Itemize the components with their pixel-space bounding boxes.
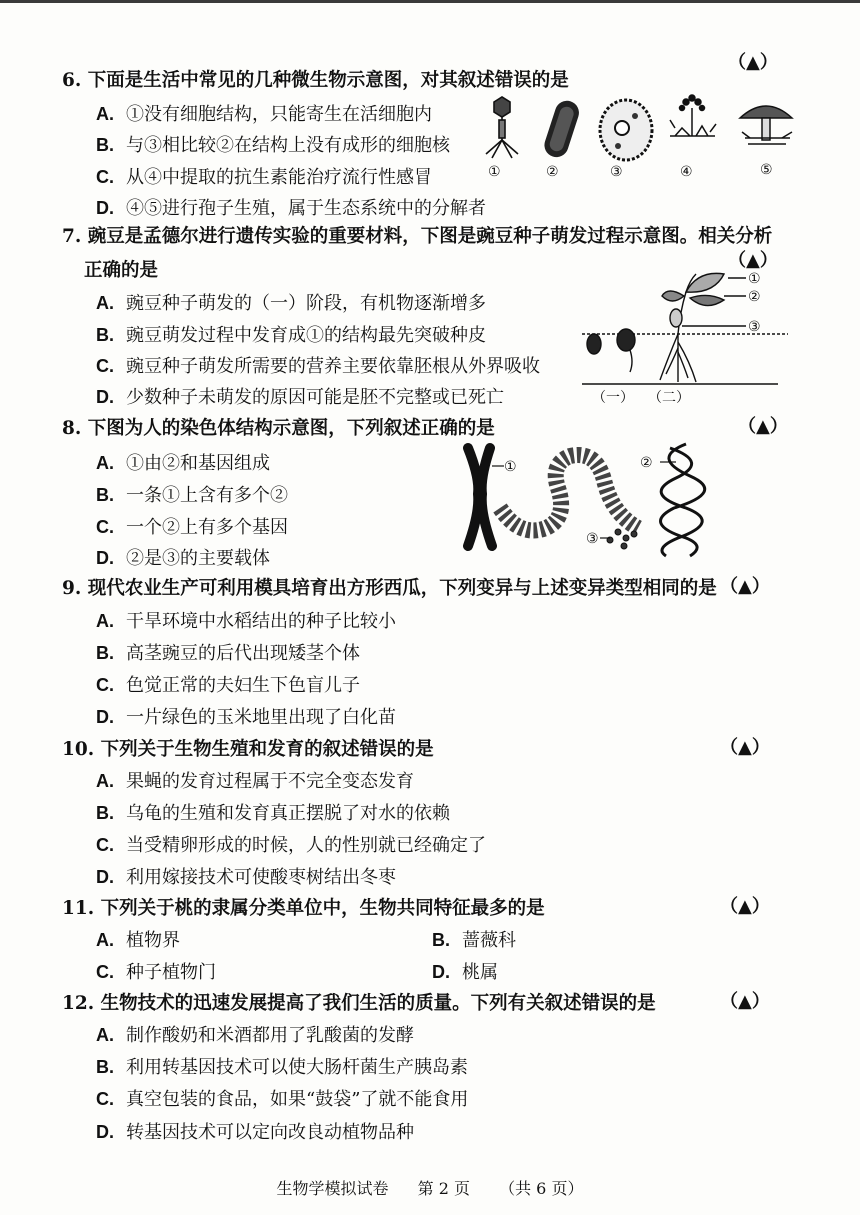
figure-label-3: ③ <box>586 531 599 547</box>
q8-option-b: B. 一条①上含有多个② <box>96 485 288 506</box>
q7-option-a: A. 豌豆种子萌发的（一）阶段，有机物逐渐增多 <box>96 293 486 314</box>
figure-label-3: ③ <box>610 164 623 180</box>
stage-label-2: （二） <box>648 390 690 406</box>
penicillium-illustration <box>670 95 716 136</box>
q7-option-b: B. 豌豆萌发过程中发育成①的结构最先突破种皮 <box>96 325 486 346</box>
q7-answer-marker: （▲） <box>728 250 778 271</box>
q6-option-d: D. ④⑤进行孢子生殖，属于生态系统中的分解者 <box>96 198 486 219</box>
q6-answer-marker: （▲） <box>728 52 778 73</box>
q11-stem: 11. 下列关于桃的隶属分类单位中，生物共同特征最多的是 <box>62 898 545 919</box>
figure-label-2: ② <box>748 289 761 305</box>
q12-option-c: C. 真空包装的食品，如果“鼓袋”了就不能食用 <box>96 1089 469 1110</box>
q10-stem: 10. 下列关于生物生殖和发育的叙述错误的是 <box>62 739 434 760</box>
footer-total-pages: （共 6 页） <box>499 1179 584 1198</box>
q7-stem: 7. 豌豆是孟德尔进行遗传实验的重要材料，下图是豌豆种子萌发过程示意图。相关分析 <box>62 226 773 247</box>
q10-option-c: C. 当受精卵形成的时候，人的性别就已经确定了 <box>96 835 486 856</box>
q11-option-b: B. 蔷薇科 <box>432 930 516 951</box>
q7-option-c: C. 豌豆种子萌发所需要的营养主要依靠胚根从外界吸收 <box>96 356 540 377</box>
figure-label-1: ① <box>748 271 761 287</box>
stage-label-1: （一） <box>592 390 634 406</box>
q8-option-d: D. ②是③的主要载体 <box>96 548 270 569</box>
q9-option-a: A. 干旱环境中水稻结出的种子比较小 <box>96 611 396 632</box>
q7-option-d: D. 少数种子未萌发的原因可能是胚不完整或已死亡 <box>96 387 504 408</box>
q8-option-c: C. 一个②上有多个基因 <box>96 517 288 538</box>
q6-stem: 6. 下面是生活中常见的几种微生物示意图，对其叙述错误的是 <box>62 70 569 91</box>
q11-option-c: C. 种子植物门 <box>96 962 216 983</box>
yeast-illustration <box>600 100 652 160</box>
q11-option-d: D. 桃属 <box>432 962 498 983</box>
q9-answer-marker: （▲） <box>720 576 770 597</box>
figure-label-2: ② <box>546 164 559 180</box>
q8-answer-marker: （▲） <box>738 416 788 437</box>
bacterium-illustration <box>541 98 582 161</box>
pea-germination-figure <box>578 262 798 412</box>
q6-option-b: B. 与③相比较②在结构上没有成形的细胞核 <box>96 135 450 156</box>
q10-option-b: B. 乌龟的生殖和发育真正摆脱了对水的依赖 <box>96 803 450 824</box>
q9-option-c: C. 色觉正常的夫妇生下色盲儿子 <box>96 675 360 696</box>
q12-answer-marker: （▲） <box>720 991 770 1012</box>
q9-option-b: B. 高茎豌豆的后代出现矮茎个体 <box>96 643 360 664</box>
figure-label-1: ① <box>488 164 501 180</box>
footer-page-number: 第 2 页 <box>417 1179 470 1198</box>
figure-label-1: ① <box>504 459 517 475</box>
figure-label-4: ④ <box>680 164 693 180</box>
chromosome-figure <box>450 428 740 560</box>
q10-option-a: A. 果蝇的发育过程属于不完全变态发育 <box>96 771 414 792</box>
q6-option-c: C. 从④中提取的抗生素能治疗流行性感冒 <box>96 167 432 188</box>
q11-option-a: A. 植物界 <box>96 930 180 951</box>
mushroom-illustration <box>740 106 792 144</box>
q6-option-a: A. ①没有细胞结构，只能寄生在活细胞内 <box>96 104 432 125</box>
q8-option-a: A. ①由②和基因组成 <box>96 453 270 474</box>
scan-top-edge <box>0 0 860 3</box>
q12-option-a: A. 制作酸奶和米酒都用了乳酸菌的发酵 <box>96 1025 414 1046</box>
figure-label-3: ③ <box>748 319 761 335</box>
q12-stem: 12. 生物技术的迅速发展提高了我们生活的质量。下列有关叙述错误的是 <box>62 993 656 1014</box>
page-footer <box>0 1176 860 1199</box>
microorganisms-figure <box>470 88 810 183</box>
figure-label-2: ② <box>640 455 653 471</box>
q7-stem-continued: 正确的是 <box>84 260 159 281</box>
q12-option-b: B. 利用转基因技术可以使大肠杆菌生产胰岛素 <box>96 1057 468 1078</box>
q10-option-d: D. 利用嫁接技术可使酸枣树结出冬枣 <box>96 867 396 888</box>
q11-answer-marker: （▲） <box>720 896 770 917</box>
virus-illustration <box>486 97 518 158</box>
footer-subject: 生物学模拟试卷 <box>276 1179 389 1198</box>
q9-option-d: D. 一片绿色的玉米地里出现了白化苗 <box>96 707 396 728</box>
q8-stem: 8. 下图为人的染色体结构示意图，下列叙述正确的是 <box>62 418 495 439</box>
q12-option-d: D. 转基因技术可以定向改良动植物品种 <box>96 1122 414 1143</box>
q9-stem: 9. 现代农业生产可利用模具培育出方形西瓜，下列变异与上述变异类型相同的是 <box>62 578 717 599</box>
q10-answer-marker: （▲） <box>720 737 770 758</box>
figure-label-5: ⑤ <box>760 162 773 178</box>
